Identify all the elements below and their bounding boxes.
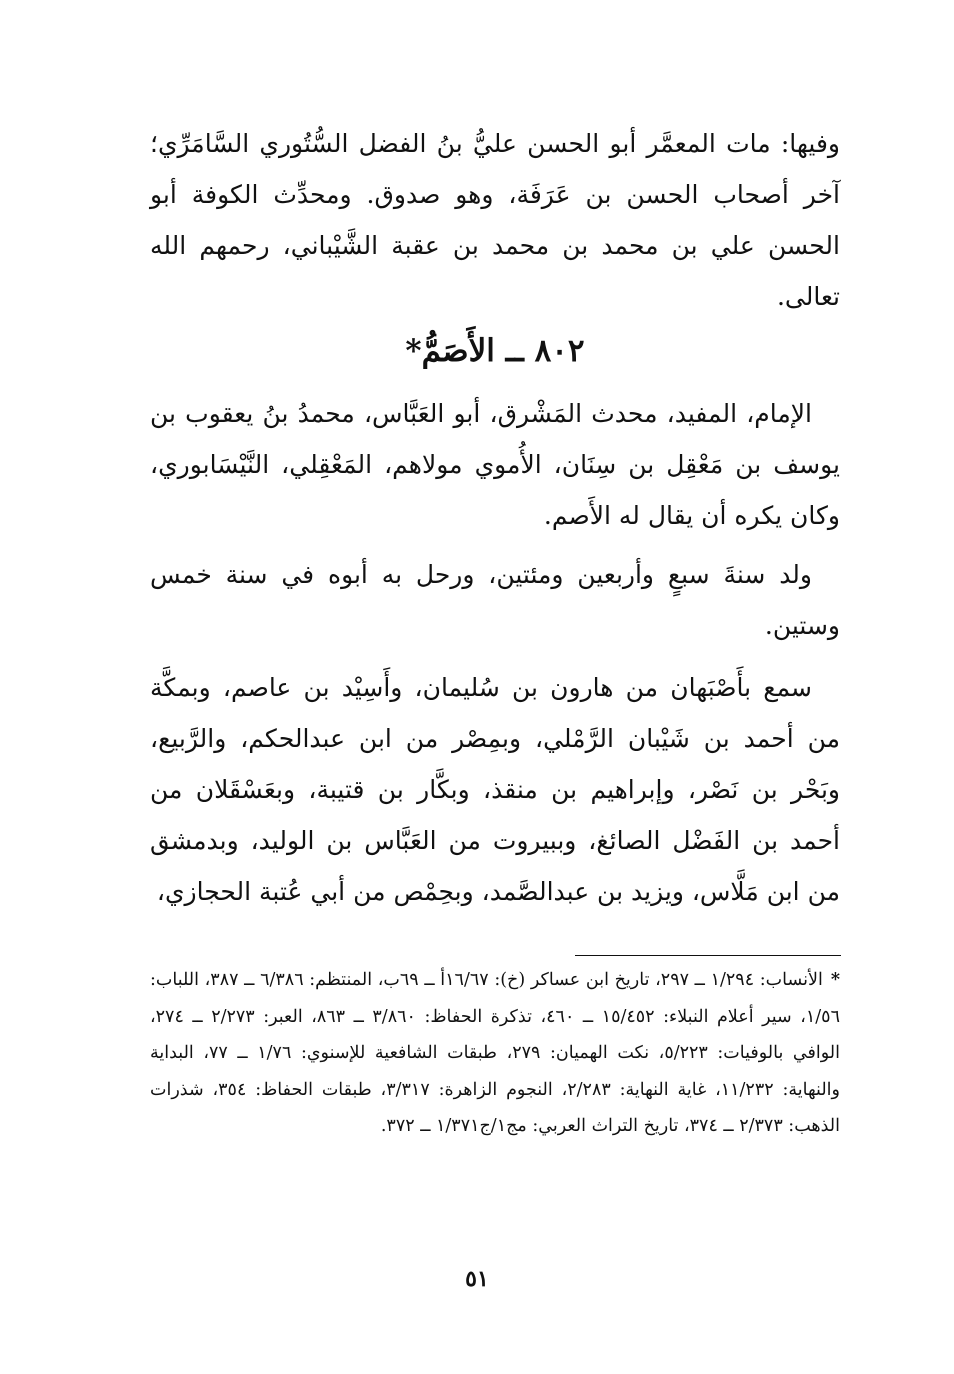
footnote-sources: الأنساب: ١/٢٩٤ ــ ٢٩٧، تاريخ ابن عساكر (خ): ١٦/٦٧أ ــ ٦٩ب، المنتظم: ٦/٣٨٦ ــ ٣٨٧، اللباب: ١/٥٦، سير أعلام النبلاء: ١٥/٤٥٢ ــ ٤٦٠، تذكرة الحفاظ: ٣/٨٦٠ ــ ٨٦٣، العبر: ٢/٢٧٣ ــ ٢٧٤، الوافي بالوفيات: ٥/٢٢٣، نكت الهميان: ٢٧٩، طبقات الشافعية للإسنوي: ١/٧٦ ــ ٧٧، البداية والنهاية: ١١/٢٣٢، غاية النهاية: ٢/٢٨٣، النجوم الزاهرة: ٣/٣١٧، طبقات الحفاظ: ٣٥٤، شذرات الذهب: ٢/٣٧٣ ــ ٣٧٤، تاريخ التراث العربي: مج١/ج١/٣٧١ ــ ٣٧٢. [150, 970, 840, 1136]
entry-heading: ٨٠٢ ــ الأَصَمُّ* [405, 333, 585, 369]
page-number: ٥١ [465, 1266, 489, 1292]
paragraph-obituaries: وفيها: مات المعمَّر أبو الحسن عليُّ بنُ الفضل السُّتُوري السَّامَرِّي؛ آخر أصحاب الحسن بن عَرَفَة، وهو صدوق. ومحدِّث الكوفة أبو الحسن علي بن محمد بن محمد بن عقبة الشَّيْباني، رحمهم الله تعالى. [150, 129, 840, 311]
paragraph-biography: الإمام، المفيد، محدث المَشْرق، أبو العَبَّاس، محمدُ بنُ يعقوب بن يوسف بن مَعْقِل بن سِنَان، الأُموي مولاهم، المَعْقِلي، النَّيْسَابوري، وكان يكره أن يقال له الأَصم. [150, 399, 840, 530]
paragraph-teachers: سمع بأَصْبَهان من هارون بن سُليمان، وأَسِيْد بن عاصم، وبمكَّة من أحمد بن شَيْبان الرَّمْلي، وبمِصْر من ابن عبدالحكم، والرَّبيع، وبَحْر بن نَصْر، وإبراهيم بن منقذ، وبكَّار بن قتيبة، وبعَسْقَلان من أحمد بن الفَضْل الصائغ، وببيروت من العَبَّاس بن الوليد، وبدمشق من ابن مَلَّاس، ويزيد بن عبدالصَّمد، وبحِمْص من أبي عُتبة الحجازي، [150, 673, 840, 906]
footnote-divider [575, 955, 841, 956]
paragraph-birth: ولد سنةَ سبعٍ وأربعين ومئتين، ورحل به أبوه في سنة خمس وستين. [150, 560, 840, 640]
footnote [150, 962, 840, 1145]
footnote-marker: * [830, 970, 840, 990]
